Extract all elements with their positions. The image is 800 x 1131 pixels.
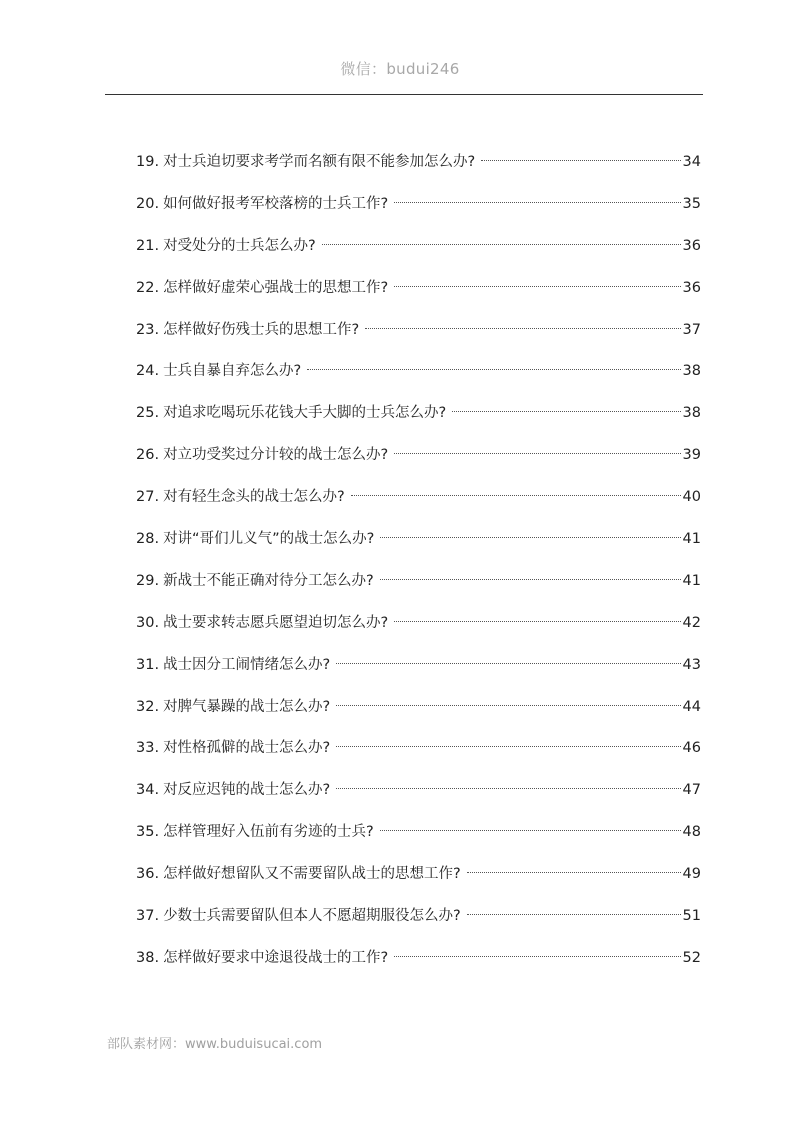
toc-entry-page-number: 44 xyxy=(682,698,701,715)
toc-entry-title: 如何做好报考军校落榜的士兵工作? xyxy=(163,195,389,212)
toc-entry[interactable] xyxy=(136,276,701,318)
toc-entry-page-number: 40 xyxy=(682,489,701,506)
toc-entry[interactable] xyxy=(136,485,701,527)
toc-entry-number: 32. xyxy=(136,698,160,715)
page-header: 微信：budui246 xyxy=(340,60,460,78)
toc-entry-page-number: 41 xyxy=(682,572,701,589)
toc-entry-number: 24. xyxy=(136,363,160,380)
toc-entry[interactable] xyxy=(136,401,701,443)
toc-entry-number: 27. xyxy=(136,489,160,506)
toc-entry-title: 怎样做好伤残士兵的思想工作? xyxy=(163,321,360,338)
toc-entry-title: 战士要求转志愿兵愿望迫切怎么办? xyxy=(163,614,389,631)
toc-entry-title: 对立功受奖过分计较的战士怎么办? xyxy=(163,447,389,464)
toc-entry-title: 少数士兵需要留队但本人不愿超期服役怎么办? xyxy=(163,908,461,925)
toc-entry-page-number: 49 xyxy=(682,866,701,883)
toc-entry-page-number: 43 xyxy=(682,656,701,673)
toc-entry-title: 怎样管理好入伍前有劣迹的士兵? xyxy=(163,824,374,841)
toc-entry[interactable] xyxy=(136,318,701,360)
toc-entry-title: 对追求吃喝玩乐花钱大手大脚的士兵怎么办? xyxy=(163,405,447,422)
toc-entry-title: 士兵自暴自弃怎么办? xyxy=(163,363,302,380)
toc-dot-leader xyxy=(336,746,680,747)
toc-entry-number: 22. xyxy=(136,279,160,296)
toc-entry-title: 新战士不能正确对待分工怎么办? xyxy=(163,572,374,589)
toc-entry-title: 对士兵迫切要求考学而名额有限不能参加怎么办? xyxy=(163,154,476,170)
toc-dot-leader xyxy=(481,160,680,161)
toc-entry-title: 怎样做好虚荣心强战士的思想工作? xyxy=(163,279,389,296)
toc-entry-number: 35. xyxy=(136,824,160,841)
toc-entry-page-number: 41 xyxy=(682,531,701,548)
toc-dot-leader xyxy=(467,872,681,873)
toc-dot-leader xyxy=(365,328,680,329)
toc-entry-title: 对有轻生念头的战士怎么办? xyxy=(163,489,345,506)
toc-entry-page-number: 36 xyxy=(682,237,701,254)
toc-entry-page-number: 42 xyxy=(682,614,701,631)
toc-entry-number: 33. xyxy=(136,740,160,757)
toc-entry-number: 38. xyxy=(136,949,160,966)
toc-entry-page-number: 37 xyxy=(682,321,701,338)
toc-entry[interactable] xyxy=(136,862,701,904)
toc-entry-title: 对反应迟钝的战士怎么办? xyxy=(163,782,331,799)
toc-entry-number: 20. xyxy=(136,195,160,212)
toc-entry[interactable] xyxy=(136,527,701,569)
toc-dot-leader xyxy=(394,202,680,203)
toc-entry-page-number: 36 xyxy=(682,279,701,296)
toc-entry-number: 36. xyxy=(136,866,160,883)
toc-entry-title: 对性格孤僻的战士怎么办? xyxy=(163,740,331,757)
toc-entry-title: 怎样做好想留队又不需要留队战士的思想工作? xyxy=(163,866,461,883)
toc-entry-title: 战士因分工闹情绪怎么办? xyxy=(163,656,331,673)
toc-entry-page-number: 46 xyxy=(682,740,701,757)
toc-entry-page-number: 39 xyxy=(682,447,701,464)
toc-entry[interactable] xyxy=(136,736,701,778)
toc-entry-number: 25. xyxy=(136,405,160,422)
toc-dot-leader xyxy=(394,621,680,622)
toc-entry[interactable] xyxy=(136,778,701,820)
toc-entry-page-number: 52 xyxy=(682,949,701,966)
toc-entry-number: 37. xyxy=(136,908,160,925)
toc-dot-leader xyxy=(380,579,681,580)
toc-entry-number: 21. xyxy=(136,237,160,254)
toc-entry-number: 30. xyxy=(136,614,160,631)
toc-entry[interactable] xyxy=(136,192,701,234)
toc-entry[interactable] xyxy=(136,611,701,653)
toc-entry-number: 23. xyxy=(136,321,160,338)
toc-dot-leader xyxy=(394,453,680,454)
toc-entry-page-number: 38 xyxy=(682,405,701,422)
toc-dot-leader xyxy=(394,956,680,957)
toc-entry-number: 28. xyxy=(136,531,160,548)
toc-entry-number: 29. xyxy=(136,572,160,589)
toc-entry-page-number: 47 xyxy=(682,782,701,799)
toc-dot-leader xyxy=(452,411,680,412)
page-footer: 部队素材网：www.buduisucai.com xyxy=(107,1037,323,1052)
toc-entry-title: 对脾气暴躁的战士怎么办? xyxy=(163,698,331,715)
toc-entry[interactable] xyxy=(136,820,701,862)
toc-entry-number: 34. xyxy=(136,782,160,799)
toc-entry-page-number: 38 xyxy=(682,363,701,380)
toc-dot-leader xyxy=(336,705,680,706)
toc-entry[interactable] xyxy=(136,150,701,192)
toc-entry[interactable] xyxy=(136,359,701,401)
toc-entry[interactable] xyxy=(136,234,701,276)
toc-dot-leader xyxy=(394,286,680,287)
toc-dot-leader xyxy=(351,495,681,496)
toc-entry-number: 26. xyxy=(136,447,160,464)
toc-entry-page-number: 34 xyxy=(682,154,701,170)
header-divider xyxy=(105,94,703,95)
toc-entry[interactable] xyxy=(136,569,701,611)
toc-entry-title: 对讲“哥们儿义气”的战士怎么办? xyxy=(163,531,375,548)
toc-entry-page-number: 35 xyxy=(682,195,701,212)
toc-entry-number: 31. xyxy=(136,656,160,673)
toc-dot-leader xyxy=(336,788,680,789)
toc-entry-title: 怎样做好要求中途退役战士的工作? xyxy=(163,949,389,966)
toc-dot-leader xyxy=(322,244,681,245)
toc-entry-page-number: 51 xyxy=(682,908,701,925)
toc-entry[interactable] xyxy=(136,946,701,988)
toc-entry[interactable] xyxy=(136,653,701,695)
toc-dot-leader xyxy=(336,663,680,664)
toc-entry-page-number: 48 xyxy=(682,824,701,841)
toc-entry-title: 对受处分的士兵怎么办? xyxy=(163,237,316,254)
toc-entry-number: 19. xyxy=(136,154,160,170)
toc-dot-leader xyxy=(467,914,681,915)
toc-entry[interactable] xyxy=(136,904,701,946)
toc-entry[interactable] xyxy=(136,695,701,737)
table-of-contents xyxy=(136,150,701,988)
toc-dot-leader xyxy=(307,369,680,370)
toc-dot-leader xyxy=(380,537,680,538)
toc-entry[interactable] xyxy=(136,443,701,485)
toc-dot-leader xyxy=(380,830,681,831)
